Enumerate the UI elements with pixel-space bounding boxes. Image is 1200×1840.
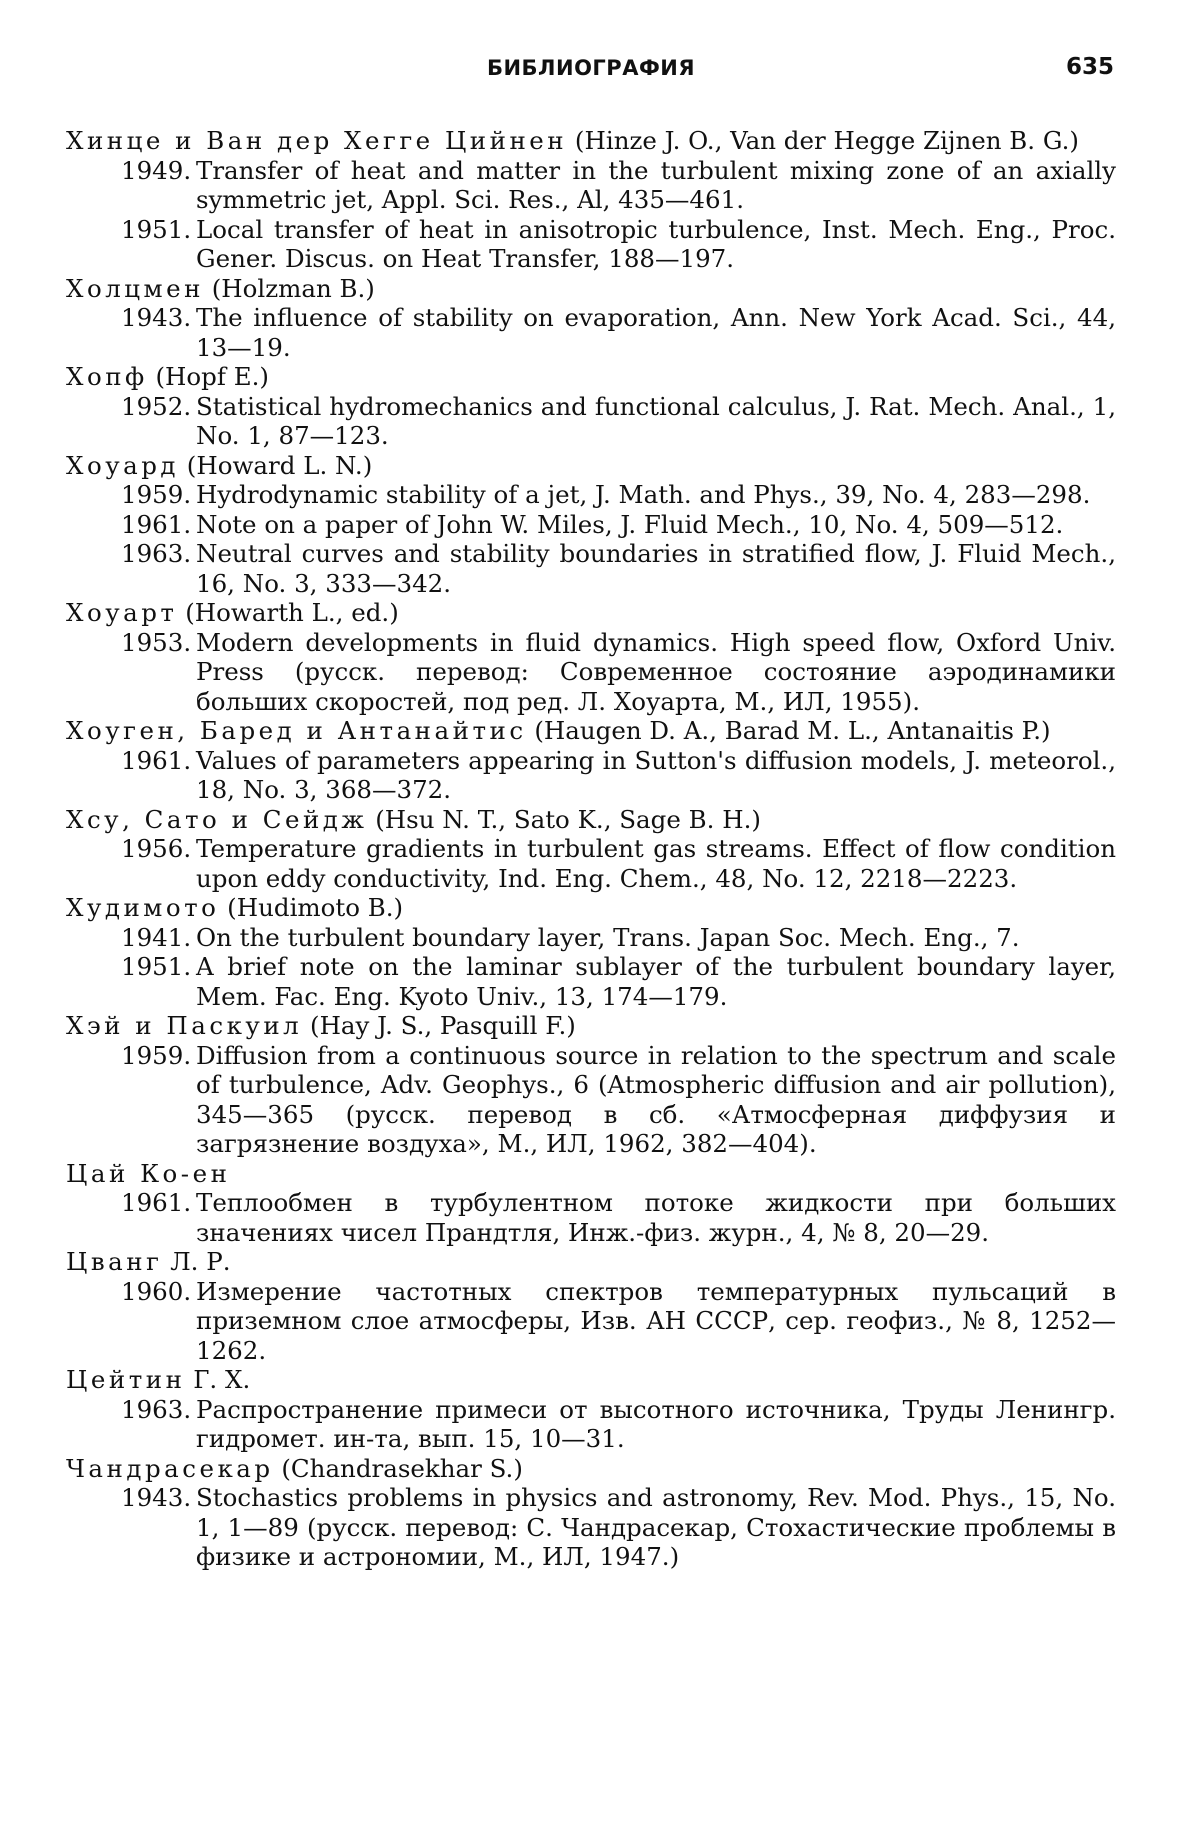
entry-work bbox=[66, 303, 1116, 362]
bibliography-entry bbox=[66, 1011, 1116, 1159]
entry-author bbox=[66, 716, 1116, 746]
bibliography-entry bbox=[66, 274, 1116, 363]
work-year: 1943. bbox=[121, 1483, 192, 1512]
work-citation: Values of parameters appearing in Sutton's diffusion models, J. meteorol., 18, No. 3, 368—372. bbox=[196, 745, 1116, 804]
work-year: 1943. bbox=[121, 303, 192, 332]
author-details: (Haugen D. A., Barad M. L., Antanaitis P.) bbox=[526, 716, 1051, 745]
bibliography-entry bbox=[66, 1454, 1116, 1572]
entry-work bbox=[66, 834, 1116, 893]
work-year: 1949. bbox=[121, 155, 192, 185]
work-citation: Stochastics problems in physics and astronomy, Rev. Mod. Phys., 15, No. 1, 1—89 (русск. перевод: С. Чандрасекар, Стохастические проблемы в физике и астрономии, М., ИЛ, 1947.) bbox=[196, 1483, 1116, 1571]
bibliography-page bbox=[66, 52, 1116, 1572]
work-citation: Neutral curves and stability boundaries in stratified flow, J. Fluid Mech., 16, No. 3, 333—342. bbox=[196, 539, 1116, 598]
work-year: 1963. bbox=[121, 539, 192, 568]
entry-work bbox=[66, 392, 1116, 451]
work-citation: Modern developments in fluid dynamics. High speed flow, Oxford Univ. Press (русск. перевод: Современное состояние аэродинамики больших скоростей, под ред. Л. Хоуарта, М., ИЛ, 1955). bbox=[196, 627, 1116, 716]
author-name: Холцмен bbox=[66, 273, 204, 303]
page-number: 635 bbox=[1065, 54, 1114, 80]
work-citation: Hydrodynamic stability of a jet, J. Math. and Phys., 39, No. 4, 283—298. bbox=[196, 480, 1091, 509]
author-details: Г. Х. bbox=[185, 1365, 251, 1394]
entry-work bbox=[66, 1188, 1116, 1247]
page-header bbox=[66, 52, 1116, 92]
bibliography-entry bbox=[66, 1159, 1116, 1248]
work-citation: Local transfer of heat in anisotropic turbulence, Inst. Mech. Eng., Proc. Gener. Discus. on Heat Transfer, 188—197. bbox=[196, 214, 1116, 273]
work-year: 1961. bbox=[121, 509, 192, 539]
entry-author bbox=[66, 362, 1116, 392]
author-details: (Hinze J. O., Van der Hegge Zijnen B. G.) bbox=[567, 126, 1079, 155]
page-title: БИБЛИОГРАФИЯ bbox=[486, 56, 696, 80]
entry-work bbox=[66, 628, 1116, 717]
work-citation: Распространение примеси от высотного источника, Труды Ленингр. гидромет. ин-та, вып. 15, 10—31. bbox=[196, 1394, 1116, 1453]
bibliography-entry bbox=[66, 716, 1116, 805]
entry-work bbox=[66, 1041, 1116, 1159]
work-year: 1956. bbox=[121, 834, 192, 863]
entry-author bbox=[66, 1011, 1116, 1041]
bibliography-entry bbox=[66, 451, 1116, 599]
entry-author bbox=[66, 1365, 1116, 1395]
work-year: 1951. bbox=[121, 214, 192, 244]
work-year: 1961. bbox=[121, 745, 192, 775]
entry-author bbox=[66, 1454, 1116, 1484]
bibliography-entry bbox=[66, 1247, 1116, 1365]
entry-author bbox=[66, 1247, 1116, 1277]
work-year: 1941. bbox=[121, 922, 192, 952]
work-citation: Temperature gradients in turbulent gas streams. Effect of flow condition upon eddy conductivity, Ind. Eng. Chem., 48, No. 12, 2218—2223. bbox=[196, 834, 1116, 893]
entry-work bbox=[66, 746, 1116, 805]
work-citation: Transfer of heat and matter in the turbulent mixing zone of an axially symmetric jet, Appl. Sci. Res., Al, 435—461. bbox=[196, 155, 1116, 214]
work-citation: Diffusion from a continuous source in relation to the spectrum and scale of turbulence, Adv. Geophys., 6 (Atmospheric diffusion and air pollution), 345—365 (русск. перевод в сб. «Атмосферная диффузия и загрязнение воздуха», М., ИЛ, 1962, 382—404). bbox=[196, 1040, 1116, 1158]
work-citation: On the turbulent boundary layer, Trans. Japan Soc. Mech. Eng., 7. bbox=[196, 922, 1020, 952]
work-year: 1953. bbox=[121, 627, 192, 657]
author-details: (Hopf E.) bbox=[147, 362, 269, 391]
author-name: Хинце и Ван дер Хегге Цийнен bbox=[66, 126, 568, 155]
work-citation: The influence of stability on evaporation, Ann. New York Acad. Sci., 44, 13—19. bbox=[196, 303, 1116, 362]
work-citation: Note on a paper of John W. Miles, J. Fluid Mech., 10, No. 4, 509—512. bbox=[196, 509, 1064, 539]
work-citation: Измерение частотных спектров температурных пульсаций в приземном слое атмосферы, Изв. АН СССР, сер. геофиз., № 8, 1252—1262. bbox=[196, 1276, 1116, 1365]
work-year: 1959. bbox=[121, 1040, 192, 1070]
entry-author bbox=[66, 451, 1116, 481]
entry-work bbox=[66, 539, 1116, 598]
author-details: (Howard L. N.) bbox=[178, 450, 373, 480]
work-citation: Statistical hydromechanics and functional calculus, J. Rat. Mech. Anal., 1, No. 1, 87—123. bbox=[196, 391, 1116, 450]
author-name: Хоуард bbox=[66, 450, 179, 480]
author-name: Цванг bbox=[66, 1247, 163, 1276]
author-name: Цейтин bbox=[66, 1365, 186, 1394]
work-year: 1960. bbox=[121, 1276, 192, 1306]
author-name: Хоуарт bbox=[66, 598, 178, 627]
bibliography-entry bbox=[66, 1365, 1116, 1454]
author-name: Хсу, Сато и Сейдж bbox=[66, 804, 368, 834]
entry-work bbox=[66, 1277, 1116, 1366]
author-name: Худимото bbox=[66, 893, 220, 922]
entry-author bbox=[66, 274, 1116, 304]
entry-author bbox=[66, 126, 1116, 156]
work-year: 1951. bbox=[121, 952, 192, 981]
author-name: Хэй и Паскуил bbox=[66, 1011, 303, 1040]
bibliography-list bbox=[66, 126, 1116, 1572]
work-year: 1963. bbox=[121, 1394, 192, 1424]
author-name: Хопф bbox=[66, 362, 148, 391]
work-citation: A brief note on the laminar sublayer of the turbulent boundary layer, Mem. Fac. Eng. Kyoto Univ., 13, 174—179. bbox=[196, 952, 1116, 1011]
entry-work bbox=[66, 480, 1116, 510]
bibliography-entry bbox=[66, 598, 1116, 716]
entry-author bbox=[66, 1159, 1116, 1189]
entry-author bbox=[66, 805, 1116, 835]
entry-work bbox=[66, 1483, 1116, 1572]
author-details: (Howarth L., ed.) bbox=[177, 598, 399, 627]
author-details: (Holzman B.) bbox=[203, 273, 375, 303]
author-details: (Chandrasekhar S.) bbox=[273, 1453, 523, 1483]
bibliography-entry bbox=[66, 805, 1116, 894]
author-name: Чандрасекар bbox=[66, 1453, 274, 1483]
entry-work bbox=[66, 1395, 1116, 1454]
entry-work bbox=[66, 510, 1116, 540]
author-details: (Hsu N. T., Sato K., Sage B. H.) bbox=[367, 804, 761, 834]
author-details: (Hay J. S., Pasquill F.) bbox=[302, 1011, 576, 1040]
author-name: Цай Ко-ен bbox=[66, 1158, 231, 1188]
bibliography-entry bbox=[66, 362, 1116, 451]
work-year: 1961. bbox=[121, 1188, 192, 1217]
entry-work bbox=[66, 952, 1116, 1011]
bibliography-entry bbox=[66, 126, 1116, 274]
entry-work bbox=[66, 215, 1116, 274]
author-name: Хоуген, Баред и Антанайтис bbox=[66, 716, 527, 745]
author-details: (Hudimoto B.) bbox=[219, 893, 404, 922]
work-year: 1952. bbox=[121, 391, 192, 421]
work-year: 1959. bbox=[121, 480, 192, 509]
author-details: Л. Р. bbox=[162, 1247, 231, 1276]
bibliography-entry bbox=[66, 893, 1116, 1011]
entry-work bbox=[66, 156, 1116, 215]
entry-author bbox=[66, 598, 1116, 628]
entry-work bbox=[66, 923, 1116, 953]
work-citation: Теплообмен в турбулентном потоке жидкости при больших значениях чисел Прандтля, Инж.-физ. журн., 4, № 8, 20—29. bbox=[196, 1188, 1116, 1247]
entry-author bbox=[66, 893, 1116, 923]
